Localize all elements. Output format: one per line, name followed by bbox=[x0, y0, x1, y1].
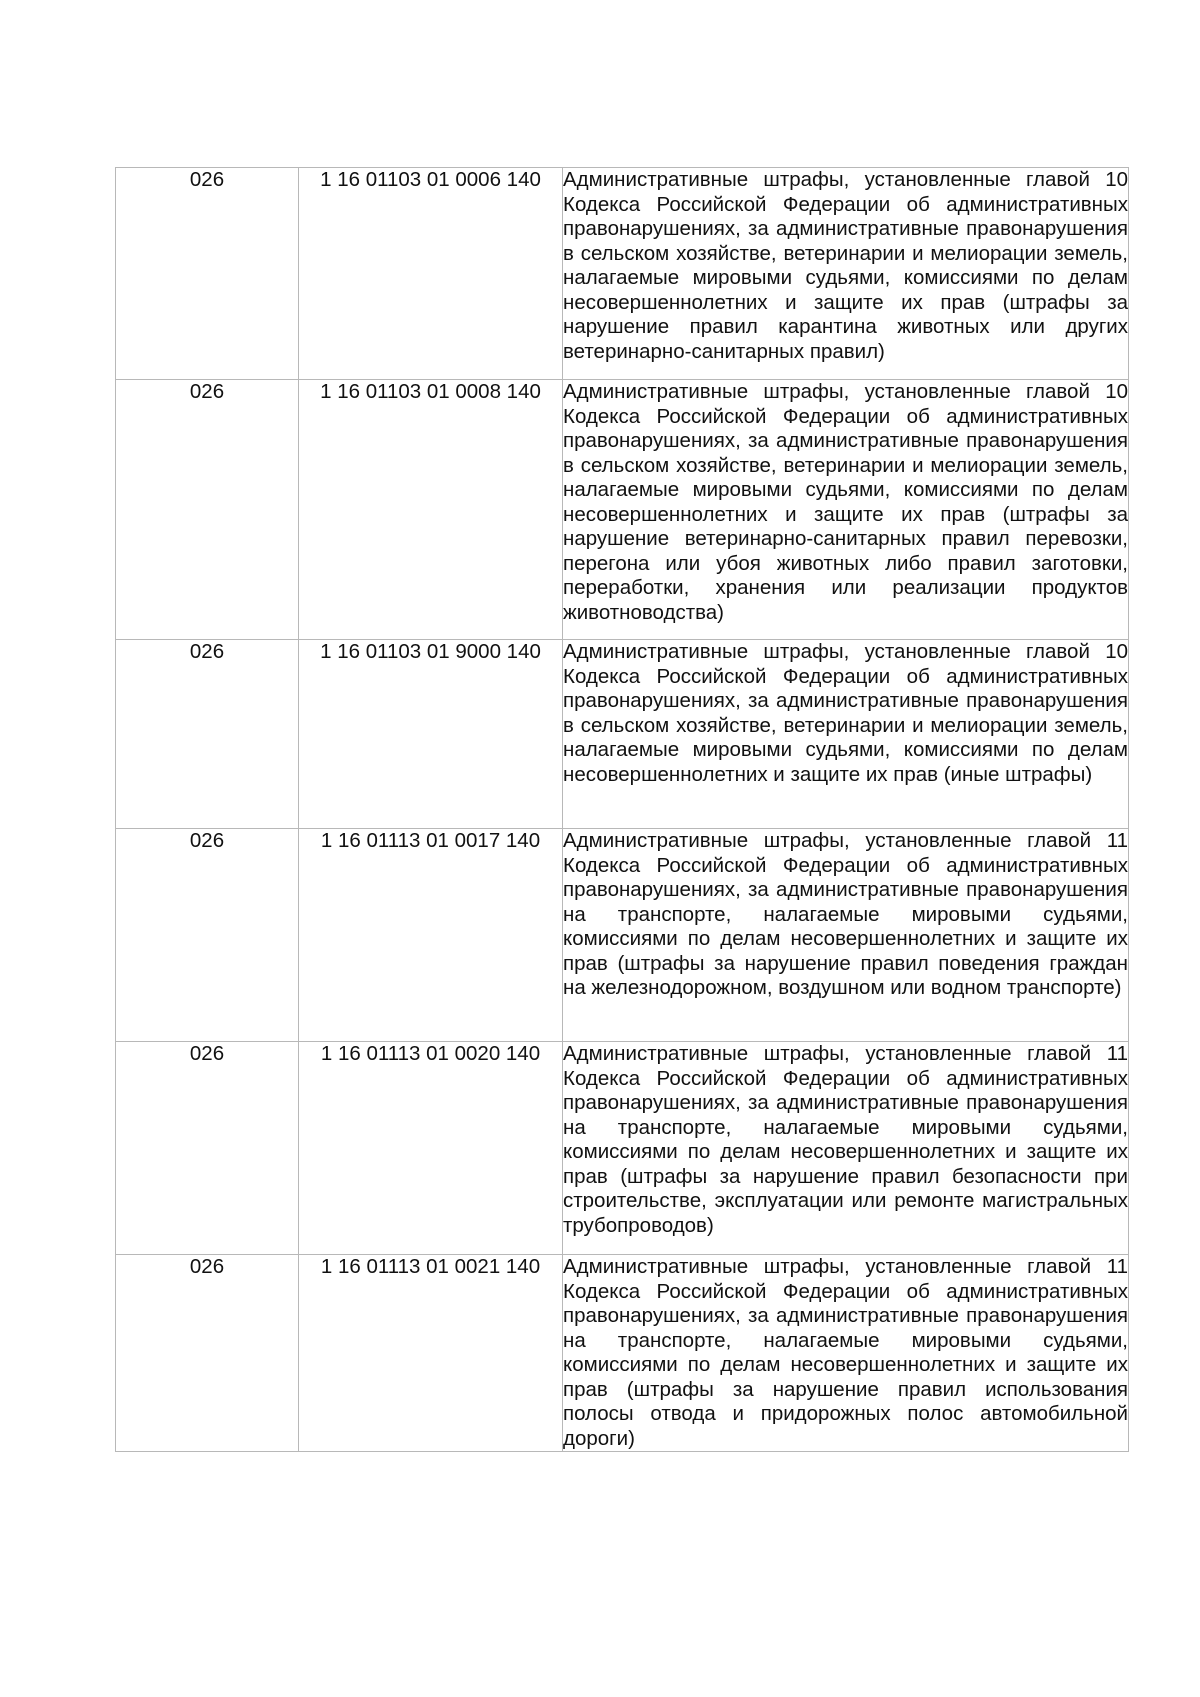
table-row bbox=[116, 640, 1129, 829]
kbk-code-cell: 1 16 01113 01 0021 140 bbox=[299, 1255, 563, 1452]
kbk-code-cell: 1 16 01113 01 0020 140 bbox=[299, 1042, 563, 1255]
kbk-code-cell: 1 16 01103 01 9000 140 bbox=[299, 640, 563, 829]
description-text: Административные штрафы, установленные главой 10 Кодекса Российской Федерации об административных правонарушениях, за административные правонарушения в сельском хозяйстве, ветеринарии и мелиорации земель, налагаемые мировыми судьями, комиссиями по делам несовершеннолетних и защите их прав (иные штрафы) bbox=[563, 640, 1128, 786]
kbk-code-cell: 1 16 01113 01 0017 140 bbox=[299, 829, 563, 1042]
description-cell bbox=[563, 168, 1129, 380]
description-text: Административные штрафы, установленные главой 10 Кодекса Российской Федерации об административных правонарушениях, за административные правонарушения в сельском хозяйстве, ветеринарии и мелиорации земель, налагаемые мировыми судьями, комиссиями по делам несовершеннолетних и защите их прав (штрафы за нарушение правил карантина животных или других ветеринарно-санитарных правил) bbox=[563, 168, 1128, 363]
table-row bbox=[116, 1042, 1129, 1255]
description-text: Административные штрафы, установленные главой 10 Кодекса Российской Федерации об административных правонарушениях, за административные правонарушения в сельском хозяйстве, ветеринарии и мелиорации земель, налагаемые мировыми судьями, комиссиями по делам несовершеннолетних и защите их прав (штрафы за нарушение ветеринарно-санитарных правил перевозки, перегона или убоя животных либо правил заготовки, переработки, хранения или реализации продуктов животноводства) bbox=[563, 380, 1128, 624]
kbk-code-cell: 1 16 01103 01 0008 140 bbox=[299, 380, 563, 640]
admin-code-cell: 026 bbox=[116, 1042, 299, 1255]
admin-code-cell: 026 bbox=[116, 380, 299, 640]
description-text: Административные штрафы, установленные главой 11 Кодекса Российской Федерации об административных правонарушениях, за административные правонарушения на транспорте, налагаемые мировыми судьями, комиссиями по делам несовершеннолетних и защите их прав (штрафы за нарушение правил безопасности при строительстве, эксплуатации или ремонте магистральных трубопроводов) bbox=[563, 1042, 1128, 1237]
admin-code-cell: 026 bbox=[116, 640, 299, 829]
description-cell bbox=[563, 829, 1129, 1042]
admin-code-cell: 026 bbox=[116, 168, 299, 380]
description-cell bbox=[563, 640, 1129, 829]
admin-code-cell: 026 bbox=[116, 829, 299, 1042]
table-row bbox=[116, 1255, 1129, 1452]
table-row bbox=[116, 168, 1129, 380]
description-cell bbox=[563, 1042, 1129, 1255]
admin-code-cell: 026 bbox=[116, 1255, 299, 1452]
description-text: Административные штрафы, установленные главой 11 Кодекса Российской Федерации об административных правонарушениях, за административные правонарушения на транспорте, налагаемые мировыми судьями, комиссиями по делам несовершеннолетних и защите их прав (штрафы за нарушение правил использования полосы отвода и придорожных полос автомобильной дороги) bbox=[563, 1255, 1128, 1450]
description-cell bbox=[563, 1255, 1129, 1452]
table-row bbox=[116, 829, 1129, 1042]
table-row bbox=[116, 380, 1129, 640]
kbk-code-cell: 1 16 01103 01 0006 140 bbox=[299, 168, 563, 380]
description-text: Административные штрафы, установленные главой 11 Кодекса Российской Федерации об административных правонарушениях, за административные правонарушения на транспорте, налагаемые мировыми судьями, комиссиями по делам несовершеннолетних и защите их прав (штрафы за нарушение правил поведения граждан на железнодорожном, воздушном или водном транспорте) bbox=[563, 829, 1128, 999]
revenue-codes-table bbox=[115, 167, 1129, 1452]
description-cell bbox=[563, 380, 1129, 640]
